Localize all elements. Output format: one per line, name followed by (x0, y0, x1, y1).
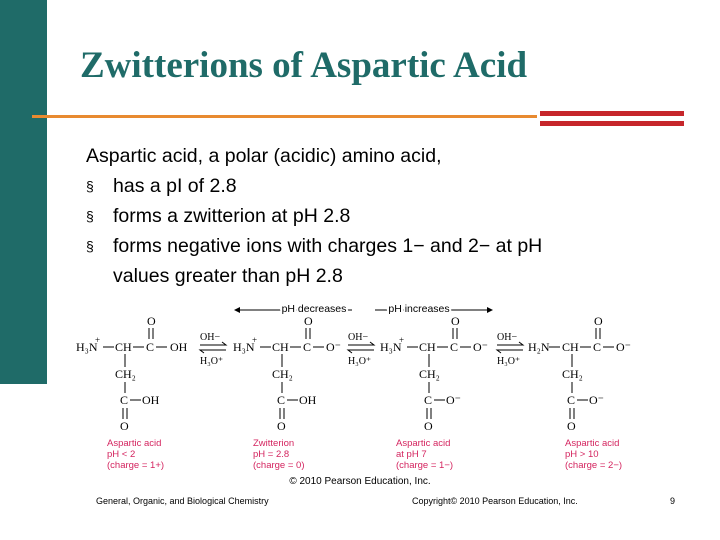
caption-monoanion (396, 438, 453, 471)
side-chain-oxygen: O (567, 419, 576, 433)
side-chain-hydroxyl: OH (299, 393, 317, 407)
caption-zwitterion (253, 438, 305, 471)
footer-copyright: Copyright© 2010 Pearson Education, Inc. (412, 496, 578, 506)
ch2-group: CH₂ (562, 367, 583, 381)
footer-course: General, Organic, and Biological Chemistry (96, 496, 269, 506)
plus-charge: + (95, 335, 101, 345)
plus-charge: + (399, 335, 405, 345)
caption-ph: at pH 7 (396, 449, 427, 460)
bullet-text: has a pI of 2.8 (113, 175, 237, 197)
hydronium-label: H₃O⁺ (497, 356, 521, 367)
alpha-carbon: CH (272, 340, 289, 354)
page-number: 9 (670, 496, 676, 506)
bullet-text: forms negative ions with charges 1− and 2− at pH (113, 235, 543, 257)
alpha-carbon: CH (562, 340, 579, 354)
plus-charge: + (252, 335, 258, 345)
side-chain-carboxylate: O⁻ (446, 393, 461, 407)
bullet-continuation: values greater than pH 2.8 (113, 265, 343, 287)
h3n-label: H₃N (380, 340, 402, 354)
ph-decreases-label: pH decreases (281, 303, 347, 315)
carboxyl-carbon: C (303, 340, 312, 354)
caption-name: Aspartic acid (107, 438, 162, 449)
hydronium-label: H₃O⁺ (348, 356, 372, 367)
ph-increases-label: pH increases (388, 303, 450, 315)
bullet-marker: § (86, 238, 94, 254)
alpha-carbon: CH (115, 340, 132, 354)
caption-ph: pH < 2 (107, 449, 136, 460)
side-chain-carbon: C (120, 393, 129, 407)
carboxyl-carbon: C (593, 340, 602, 354)
caption-cation (107, 438, 164, 471)
ch2-group: CH₂ (419, 367, 440, 381)
hydroxide-label: OH− (200, 332, 221, 343)
structure-aspartate-dianion (528, 314, 631, 433)
hydroxide-label: OH− (497, 332, 518, 343)
side-chain-oxygen: O (120, 419, 129, 433)
caption-name: Aspartic acid (565, 438, 620, 449)
caption-dianion (565, 438, 622, 471)
structure-aspartate-monoanion (380, 314, 488, 433)
side-chain-oxygen: O (277, 419, 286, 433)
bullet-marker: § (86, 208, 94, 224)
h3n-label: H₃N (233, 340, 255, 354)
figure-copyright: © 2010 Pearson Education, Inc. (289, 476, 431, 487)
hydronium-label: H₃O⁺ (200, 356, 224, 367)
caption-charge: (charge = 1−) (396, 460, 454, 471)
hydroxide-label: OH− (348, 332, 369, 343)
intro-line: Aspartic acid, a polar (acidic) amino acid, (86, 145, 442, 167)
carboxylate-oxygen: O⁻ (616, 340, 631, 354)
side-chain-hydroxyl: OH (142, 393, 160, 407)
ch2-group: CH₂ (115, 367, 136, 381)
equilibrium-arrows-3 (497, 332, 523, 367)
carboxylate-oxygen: O⁻ (473, 340, 488, 354)
caption-charge: (charge = 1+) (107, 460, 165, 471)
side-chain-carboxylate: O⁻ (589, 393, 604, 407)
caption-charge: (charge = 0) (253, 460, 305, 471)
carbonyl-oxygen: O (304, 314, 313, 328)
side-chain-carbon: C (424, 393, 433, 407)
structure-zwitterion (233, 314, 341, 433)
carboxyl-carbon: C (146, 340, 155, 354)
carboxyl-carbon: C (450, 340, 459, 354)
caption-name: Aspartic acid (396, 438, 451, 449)
side-chain-carbon: C (567, 393, 576, 407)
equilibrium-arrows-2 (348, 332, 374, 367)
caption-name: Zwitterion (253, 438, 295, 449)
caption-ph: pH > 10 (565, 449, 599, 460)
bullet-text: forms a zwitterion at pH 2.8 (113, 205, 351, 227)
side-chain-carbon: C (277, 393, 286, 407)
h2n-label: H₂N (528, 340, 550, 354)
bullet-marker: § (86, 178, 94, 194)
side-chain-oxygen: O (424, 419, 433, 433)
carbonyl-oxygen: O (147, 314, 156, 328)
carbonyl-oxygen: O (451, 314, 460, 328)
carbonyl-oxygen: O (594, 314, 603, 328)
carboxylate-oxygen: O⁻ (326, 340, 341, 354)
equilibrium-arrows-1 (200, 332, 226, 367)
h3n-label: H₃N (76, 340, 98, 354)
alpha-carbon: CH (419, 340, 436, 354)
slide-title: Zwitterions of Aspartic Acid (80, 45, 528, 86)
structure-aspartic-acid-cation (76, 314, 188, 433)
caption-ph: pH = 2.8 (253, 449, 290, 460)
ch2-group: CH₂ (272, 367, 293, 381)
hydroxyl: OH (170, 340, 188, 354)
caption-charge: (charge = 2−) (565, 460, 623, 471)
